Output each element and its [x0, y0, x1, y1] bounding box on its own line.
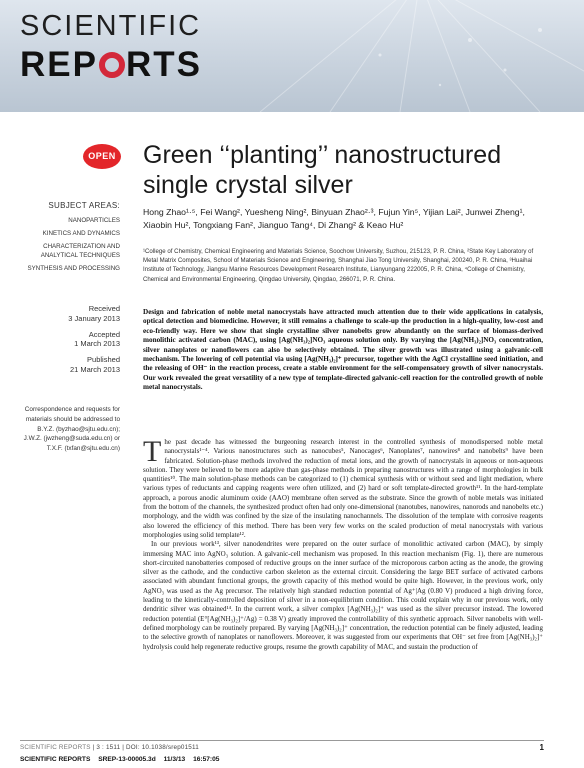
published-date: 21 March 2013 [69, 364, 120, 374]
correspondence-note: Correspondence and requests for materials should be addressed to B.Y.Z. (byzhao@sjtu.edu.cn); J.W.Z. (jwzheng@suda.edu.cn) or T.X.F. (txfan@sjtu.edu.cn) [23, 406, 120, 453]
journal-header [0, 0, 584, 112]
meta-date: 11/3/13 [163, 756, 186, 763]
body-paragraph-1-text: he past decade has witnessed the burgeoning research interest in the controlled synthesis of monodispersed noble metal nanocrystals¹⁻⁴. Various nanostructures such as nanocubes⁵, Nanocages⁶, Nanoplates⁷, nanowires⁸ and nanobelts⁹ have been fabricated. Solution-phase methods involved the reduction of metal ions, and the growth of nanocrystals in aqueous or non-aqueous solution. They were believed to be more adaptive than gas-phase methods in preparing nanostructures with a range of morphologies in bulk quantities¹⁰. The main solution-phase methods can be categorized to (1) chemical synthesis with or without seed and light mediation, where various types of reductants and capping reagents were often utilized, and (2) hard or soft template-directed growth¹¹. In the hard-template approach, a porous anodic aluminum oxide (AAO) membrane often served as the substrate. Since the growth of noble metals was initiated from the bottom of the channels, the synthesized product often had only one-dimensional (nanotubes, nanowires, nanorods and nanobelts etc.) morphology, and the width was confined by the size of the insulating nanochannels. The dissolution of the template with corrosive reagents also lowered the efficiency of this method. There has been very few works on the scaled production of metal nanocrystals with various morphologies using solid template¹². [143, 438, 543, 539]
abstract: Design and fabrication of noble metal nanocrystals have attracted much attention due to their wide applications in catalysis, optical detection and biomedicine. However, it still remains a challenge to scale-up the production in a high-quality, low-cost and eco-friendly way. Here we show that single crystalline silver nanobelts grow abundantly on the surface of biomass-derived monolithic activated carbon (MAC), using [Ag(NH₃)₂]NO₃ aqueous solution only. By varying the [Ag(NH₃)₂]NO₃ concentration, silver nanoplates or nanoflowers can also be selectively obtained. The silver growth was illustrated using a galvanic-cell mechanism. The lowering of cell potential via using [Ag(NH₃)₂]⁺ precursor, together with the AgCl crystalline seed initiation, and the releasing of OH⁻ in the reaction process, create a stable environment for the self-compensatory growth of silver nanocrystals. Our work revealed the great versatility of a new type of template-directed galvanic-cell reaction for the controlled growth of noble metal nanocrystals. [143, 308, 543, 392]
footer-journal-brand: SCIENTIFIC REPORTS [20, 744, 91, 751]
meta-journal: SCIENTIFIC REPORTS [20, 756, 91, 763]
journal-name-line1: SCIENTIFIC [20, 10, 202, 42]
article-body [143, 435, 543, 652]
affiliations: ¹College of Chemistry, Chemical Engineering and Materials Science, Soochow University, Suzhou, 215123, P. R. China, ²State Key Laboratory of Metal Matrix Composites, School of Materials Science and Engineering, Shanghai Jiao Tong University, Shanghai, 200240, P. R. China, ³Huaihai Institute of Technology, Jiangsu Marine Resources Development Research Institute, Lianyungang 222005, P. R. China, ⁴College of Chemistry, Chemical and Environmental Engineering, Qingdao University, Qingdao, 266071, P. R. China. [143, 248, 534, 283]
body-paragraph-2: In our previous work¹³, silver nanodendrites were prepared on the outer surface of monolithic activated carbon (MAC), by simply immersing MAC into AgNO₃ solution. A galvanic-cell mechanism was proposed. In this reaction mechanism (Fig. 1), there are numerous short-circuited nanobatteries composed of reductive groups on the inner surface of the microporous carbon acting as the anode, the growing silver as the cathode, and the conductive carbon skeleton as the external circuit. Considering the large BET surface of activated carbons associated with abundant functional groups, the growth capacity of this method would be quite high. However, in the previous work, only AgNO₃ was used as the Ag precursor. The relatively high standard reduction potential of Ag⁺|Ag (0.80 V) produced a high driving force, leading to the kinetically-controlled deposition of silver in a non-equilibrium condition. This could explain why in our previous work, only dendritic silver was obtained¹⁴. In the current work, a silver complex [Ag(NH₃)₂]⁺ was used as the silver precursor instead. The lowered reduction potential (E°[Ag(NH₃)₂]⁺/Ag) = 0.38 V) greatly improved the controllability of this synthetic approach. Silver nanobelts with well-defined morphology can be routinely prepared. By varying [Ag(NH₃)₂]⁺ concentration, the reduction potential can be finely adjusted, leading to the selective growth of nanoplates or nanoflowers. Moreover, it was suggested from our experiments that OH⁻ set free from [Ag(NH₃)₂]⁺ hydrolysis could help regenerate reductive groups, resume the growth capability of MAC, and sustain the production of [143, 540, 543, 651]
accepted-label: Accepted [88, 329, 120, 339]
subject-link[interactable]: CHARACTERIZATION AND ANALYTICAL TECHNIQUES [40, 243, 120, 259]
subject-link[interactable]: KINETICS AND DYNAMICS [42, 230, 120, 237]
published-label: Published [87, 355, 120, 365]
article-title: Green ‘‘planting’’ nanostructured single crystal silver [143, 141, 502, 199]
footer-divider [20, 740, 544, 741]
author-list: Hong Zhao¹·⁵, Fei Wang², Yuesheng Ning², Binyuan Zhao²·³, Fujun Yin⁵, Yijian Lai², Junwei Zheng¹, Xiaobin Hu², Tongxiang Fan², Jianguo Tang⁴, Di Zhang² & Keao Hu² [143, 207, 525, 230]
journal-logo-o-icon [99, 52, 125, 78]
subject-link[interactable]: NANOPARTICLES [68, 217, 120, 224]
subject-areas-list [20, 212, 120, 273]
body-paragraph-1 [143, 435, 543, 540]
accepted-date: 1 March 2013 [74, 339, 120, 349]
footer-citation [20, 744, 199, 751]
meta-time: 16:57:05 [193, 756, 220, 763]
received-label: Received [88, 304, 120, 313]
publication-dates [20, 304, 120, 375]
received-date: 3 January 2013 [68, 313, 120, 323]
subject-areas-heading: SUBJECT AREAS: [48, 201, 120, 210]
page-number: 1 [539, 743, 544, 752]
open-access-badge: OPEN [83, 144, 121, 169]
drop-cap: T [143, 435, 162, 468]
subject-link[interactable]: SYNTHESIS AND PROCESSING [27, 265, 120, 272]
footer-doi: | 3 : 1511 | DOI: 10.1038/srep01511 [92, 744, 199, 751]
journal-name-line2: REP RTS [20, 45, 202, 84]
footer-production-meta [20, 756, 219, 763]
meta-code: SREP-13-00005.3d [98, 756, 156, 763]
